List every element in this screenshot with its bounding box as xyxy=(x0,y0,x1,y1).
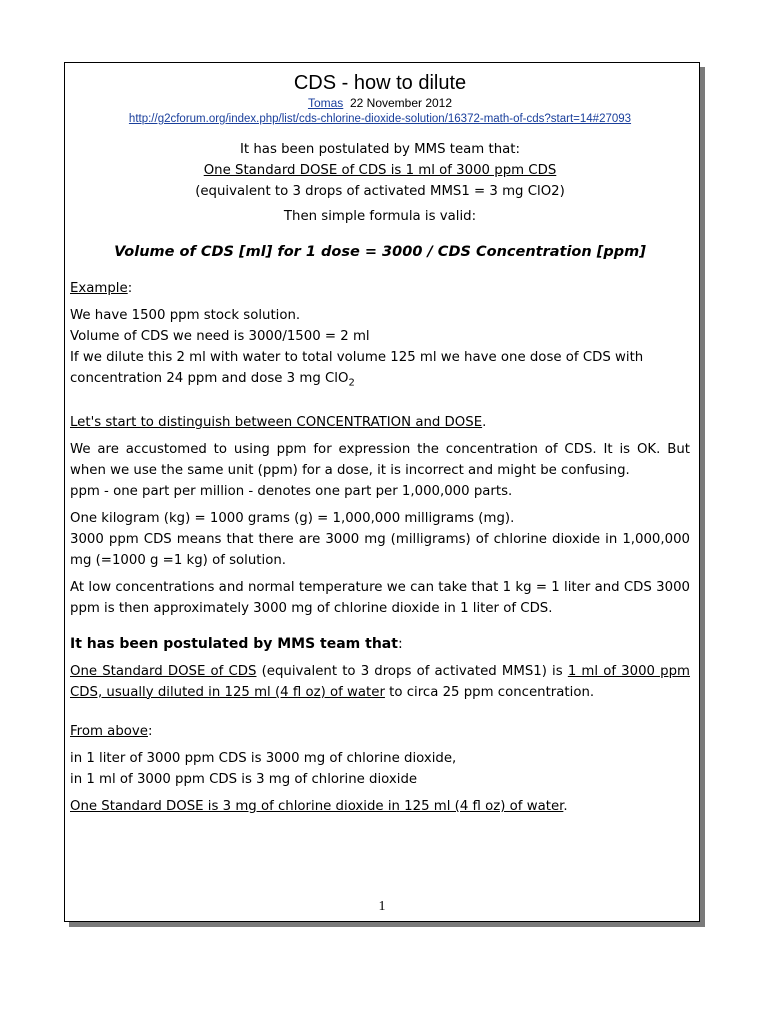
intro-line-3: (equivalent to 3 drops of activated MMS1 = 3 mg ClO2) xyxy=(195,184,565,199)
above-line-2: in 1 ml of 3000 ppm CDS is 3 mg of chlorine dioxide xyxy=(70,771,418,787)
intro-line-1: It has been postulated by MMS team that: xyxy=(240,142,520,157)
document-page xyxy=(64,62,700,922)
source-url-link[interactable]: http://g2cforum.org/index.php/list/cds-chlorine-dioxide-solution/16372-math-of-cds?start=14#27093 xyxy=(128,113,632,125)
example-line-3: If we dilute this 2 ml with water to total volume 125 ml we have one dose of CDS with xyxy=(70,350,644,365)
example-label: Example xyxy=(70,281,128,296)
intro-line-4: Then simple formula is valid: xyxy=(283,209,477,224)
standard-dose-paragraph: One Standard DOSE of CDS (equivalent to 3 drops of activated MMS1) is 1 ml of 3000 ppm CDS, usually diluted in 125 ml (4 fl oz) of water to circa 25 ppm concentration. xyxy=(70,663,690,700)
ppm-meaning-paragraph: 3000 ppm CDS means that there are 3000 mg (milligrams) of chlorine dioxide in 1,000,000 mg (=1000 g =1 kg) of solution. xyxy=(70,531,690,568)
above-line-1: in 1 liter of 3000 ppm CDS is 3000 mg of chlorine dioxide, xyxy=(70,750,457,766)
ppm-paragraph: We are accustomed to using ppm for expression the concentration of CDS. It is OK. But when we use the same unit (ppm) for a dose, it is incorrect and might be confusing. xyxy=(70,441,690,478)
example-line-2: Volume of CDS we need is 3000/1500 = 2 ml xyxy=(70,329,370,344)
author-link[interactable]: Tomas xyxy=(307,96,344,110)
intro-line-2: One Standard DOSE of CDS is 1 ml of 3000 ppm CDS xyxy=(203,163,557,178)
kilogram-line: One kilogram (kg) = 1000 grams (g) = 1,000,000 milligrams (mg). xyxy=(70,510,515,526)
example-line-1: We have 1500 ppm stock solution. xyxy=(70,308,301,323)
postulate-heading: It has been postulated by MMS team that: xyxy=(70,635,403,652)
example-heading: Example: xyxy=(70,281,133,296)
byline xyxy=(70,95,690,111)
publish-date: 22 November 2012 xyxy=(349,96,453,110)
page-number: 1 xyxy=(378,899,386,914)
standard-dose-summary: One Standard DOSE is 3 mg of chlorine dioxide in 125 ml (4 fl oz) of water. xyxy=(70,798,568,814)
example-line-4: concentration 24 ppm and dose 3 mg ClO$_2$ xyxy=(70,371,355,389)
page-title: CDS - how to dilute xyxy=(293,72,467,94)
ppm-definition: ppm - one part per million - denotes one part per 1,000,000 parts. xyxy=(70,483,513,499)
low-concentration-paragraph: At low concentrations and normal temperature we can take that 1 kg = 1 liter and CDS 3000 ppm is then approximately 3000 mg of chlorine dioxide in 1 liter of CDS. xyxy=(70,579,690,616)
from-above-heading: From above: xyxy=(70,723,153,739)
distinguish-heading: Let's start to distinguish between CONCENTRATION and DOSE. xyxy=(70,414,487,430)
dose-formula: Volume of CDS [ml] for 1 dose = 3000 / CDS Concentration [ppm] xyxy=(114,244,646,260)
